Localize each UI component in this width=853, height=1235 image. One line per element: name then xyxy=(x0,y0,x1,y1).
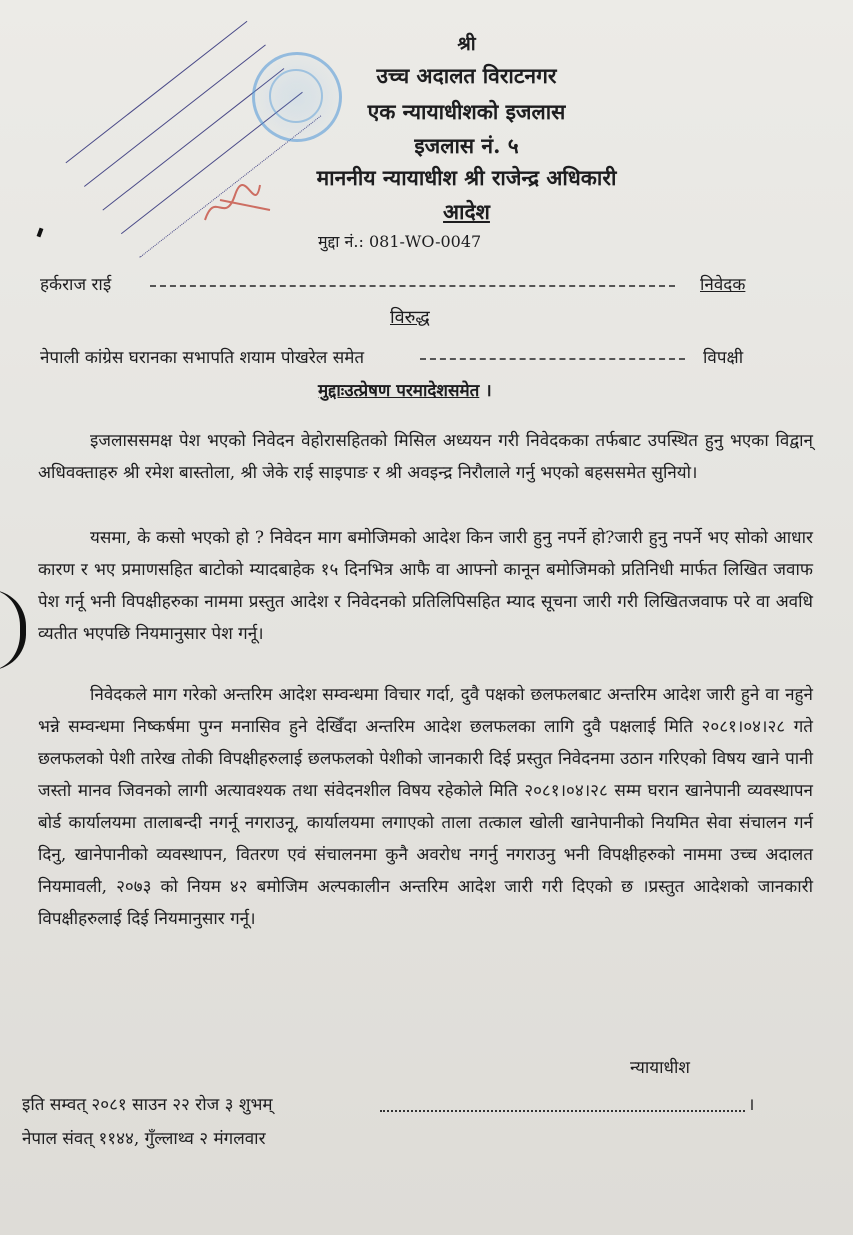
order-paragraph-2: यसमा, के कसो भएको हो ? निवेदन माग बमोजिमको आदेश किन जारी हुनु नपर्ने हो?जारी हुनु नपर्ने भए सोको आधार कारण र भए प्रमाणसहित बाटोको म्यादबाहेक १५ दिनभित्र आफै वा आफ्नो कानून बमोजिमको प्रतिनिधी मार्फत लिखित जवाफ पेश गर्नू भनी विपक्षीहरुका नाममा प्रस्तुत आदेश र निवेदनको प्रतिलिपिसहित म्याद सूचना जारी गरी लिखितजवाफ परे वा अवधि व्यतीत भएपछि नियमानुसार पेश गर्नू। xyxy=(38,528,813,644)
case-number: मुद्दा नं.: 081-WO-0047 xyxy=(318,232,482,251)
versus-label: विरुद्ध xyxy=(390,307,430,328)
signatory-title: न्यायाधीश xyxy=(630,1058,690,1078)
order-paragraph-1: इजलाससमक्ष पेश भएको निवेदन वेहोरासहितको मिसिल अध्ययन गरी निवेदकका तर्फबाट उपस्थित हुनु भएका विद्वान् अधिवक्ताहरु श्री रमेश बास्तोला, श्री जेके राई साइपाङ र श्री अवइन्द्र निरौलाले गर्नु भएको बहससमेत सुनियो। xyxy=(38,431,813,483)
petitioner-role: निवेदक xyxy=(700,275,746,295)
petitioner-name: हर्कराज राई xyxy=(40,275,112,295)
subject-end: । xyxy=(485,381,492,401)
date-line: इति सम्वत् २०८१ साउन २२ रोज ३ शुभम् xyxy=(22,1095,273,1115)
judge-name: माननीय न्यायाधीश श्री राजेन्द्र अधिकारी xyxy=(316,165,617,190)
case-subject xyxy=(318,378,492,401)
order-paragraph-3: निवेदकले माग गरेको अन्तरिम आदेश सम्वन्धमा विचार गर्दा, दुवै पक्षको छलफलबाट अन्तरिम आदेश जारी हुने वा नहुने भन्ने सम्वन्धमा निष्कर्षमा पुग्न मनासिव हुने देखिँदा अन्तरिम आदेश छलफलका लागि दुवै पक्षलाई मिति २०८१।०४।२८ गते छलफलको पेशी तारेख तोकी विपक्षीहरुलाई छलफलको पेशीको जानकारी दिई प्रस्तुत निवेदनमा उठान गरिएको विषय खाने पानी जस्तो मानव जिवनको लागी अत्यावश्यक तथा संवेदनशील विषय रहेकोले मिति २०८१।०४।२८ सम्म घरान खानेपानी व्यवस्थापन बोर्ड कार्यालयमा तालाबन्दी नगर्नू नगराउनू, कार्यालयमा लगाएको ताला तत्काल खोली खानेपानीको नियमित सेवा संचालन गर्न दिनु, खानेपानीको व्यवस्थापन, वितरण एवं संचालनमा कुनै अवरोध नगर्नु नगराउनु भनी विपक्षीहरुको नाममा उच्च अदालत नियमावली, २०७३ को नियम ४२ बमोजिम अल्पकालीन अन्तरिम आदेश जारी गरी दिएको छ ।प्रस्तुत आदेशको जानकारी विपक्षीहरुलाई दिई नियमानुसार गर्नू। xyxy=(38,685,813,929)
leader-dots xyxy=(420,358,685,360)
leader-dots xyxy=(150,285,675,287)
court-name: उच्च अदालत विराटनगर xyxy=(376,63,557,88)
nepal-sambat-date: नेपाल संवत् ११४४, गुँल्लाथ्व २ मंगलवार xyxy=(22,1129,266,1149)
margin-mark xyxy=(0,590,26,670)
date-line-end: । xyxy=(748,1095,755,1115)
document-type: आदेश xyxy=(443,199,490,224)
bench-name: एक न्यायाधीशको इजलास xyxy=(367,99,566,124)
courtroom-number: इजलास नं. ५ xyxy=(414,133,519,158)
respondent-role: विपक्षी xyxy=(703,348,744,368)
ink-mark xyxy=(37,228,44,238)
invocation: श्री xyxy=(457,33,476,55)
subject-value: उत्प्रेषण परमादेशसमेत xyxy=(344,381,480,401)
date-leader-dots xyxy=(380,1110,745,1112)
respondent-name: नेपाली कांग्रेस घरानका सभापति शयाम पोखरेल समेत xyxy=(40,348,365,368)
subject-label: मुद्दाः xyxy=(318,381,345,401)
